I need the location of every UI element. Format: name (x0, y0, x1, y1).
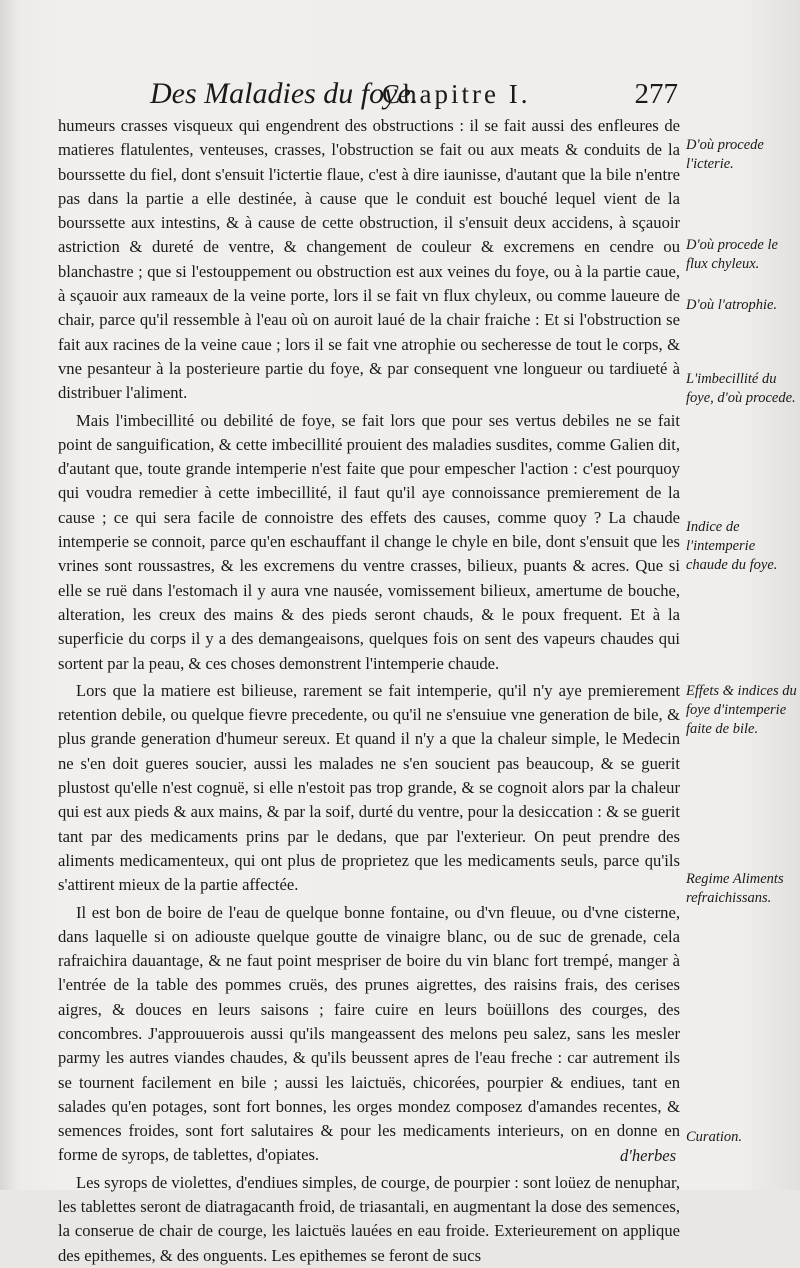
margin-note: Effets & indices du foye d'intemperie faite de bile. (686, 683, 797, 737)
margin-note: L'imbecillité du foye, d'où procede. (686, 371, 796, 406)
margin-note: D'où l'atrophie. (686, 297, 778, 313)
paragraph: Les syrops de violettes, d'endiues simples, de courge, de pourpier : sont loüez de nenuphar, les tablettes seront de diatragacanth froid, de triasantali, en augmentant la dose des semences, la conserue de chair de courge, les laictuës lauées en eau froide. Exterieurement on applique des epithemes, & des onguents. Les epithemes se feront de sucs (58, 1172, 680, 1265)
margin-note: Regime Aliments refraichissans. (686, 871, 784, 906)
margin-note: D'où procede le flux chyleux. (686, 237, 778, 272)
paragraph: Lors que la matiere est bilieuse, rarement se fait intemperie, qu'il n'y aye premierement retention debile, ou quelque fievre precedente, ou qu'il ne s'ensuiue vne generation de bile, & plus grande generation d'humeur sereux. Et quand il n'y a que la chaleur simple, le Medecin ne s'en doit gueres soucier, aussi les malades ne s'en soucient pas beaucoup, & se guerit plustost qu'elle n'est cognuë, si elle n'estoit pas trop grande, & se cognoit alors par la chaleur qui est aux pieds & aux mains, & par la soif, durté du ventre, pour la desiccation : & se guerit tant par des medicaments prins par le dedans, que par l'exterieur. On peut prendre des aliments medicamenteux, qui ont plus de proprietez que les medicaments seuls, parce qu'ils s'attirent mieux de la partie affectée. (58, 680, 680, 895)
paragraph: Mais l'imbecillité ou debilité de foye, se fait lors que pour ses vertus debiles ne se fait point de sanguification, & cette imbecillité prouient des maladies susdites, comme Galien dit, d'autant que, toute grande intemperie n'est faite que pour empescher l'action : c'est pourquoy qui voudra remedier à cette imbecillité, il faut qu'il aye connoissance premierement de la cause ; ce qui sera facile de connoistre des effets des causes, comme quoy ? La chaude intemperie se connoit, parce qu'en eschauffant il change le chyle en bile, dont s'ensuit que les vrines sont roussastres, & les excremens du ventre crasses, bilieux, puants & acres. Que si elle se ruë dans l'estomach il y aura vne nausée, vomissement bilieux, amertume de bouche, alteration, les creux des mains & des pieds seront chauds, & le poux frequent. Et à la superficie du corps il y a des demangeaisons, quelques fois on sent des vapeurs chaudes qui sortent par la peau, & ces choses demonstrent l'intemperie chaude. (58, 410, 680, 673)
margin-note: D'où procede l'icterie. (686, 137, 764, 172)
main-text (58, 114, 680, 1268)
margin-note: Indice de l'intemperie chaude du foye. (686, 519, 778, 573)
catchword: d'herbes (620, 1146, 677, 1165)
margin-note: Curation. (686, 1129, 742, 1145)
running-title: Des Maladies du foye. (150, 77, 419, 110)
paragraph: Il est bon de boire de l'eau de quelque bonne fontaine, ou d'vn fleuue, ou d'vne cisterne, dans laquelle si on adiouste quelque goutte de vinaigre blanc, ou de suc de grenade, cela rafraichira dauantage, & ne faut point mespriser de boire du vin blanc fort trempé, manger à l'entrée de la table des pommes cruës, des prunes aigrettes, des raisins frais, des cerises aigres, & douces en leurs saisons ; faire cuire en leurs boüillons des courges, des concombres. J'approuuerois aussi qu'ils mangeassent des melons peu salez, sans les mesler parmy les autres viandes chaudes, & qu'ils beussent apres de l'eau freche : car autrement ils se tournent facilement en bile ; aussi les laictuës, chicorées, pourpier & endiues, tant en salades qu'en potages, sont fort bonnes, les orges mondez composez d'amandes recentes, & semences froides, sont fort salutaires & pour les medicaments interieurs, on en donne en forme de syrops, de tablettes, d'opiates. (58, 902, 680, 1165)
chapter-label: Chapitre I. (382, 79, 531, 109)
running-header (150, 74, 690, 114)
page-number: 277 (634, 78, 678, 110)
paragraph: humeurs crasses visqueux qui engendrent des obstructions : il se fait aussi des enfleures de matieres flatulentes, venteuses, crasses, l'obstruction se fait ou aux meats & conduits de la bourssette du fiel, dont s'ensuit l'ictertie flaue, c'est à dire iaunisse, d'autant que la bile n'entre pas dans la partie a elle destinée, à cause que le conduit est bouché lequel vient de la bourssette aux intestins, & à cause de cette obstruction, il s'ensuit deux accidens, à sçauoir astriction & dureté de ventre, & changement de couleur & excremens en cendre ou blanchastre ; que si l'estouppement ou obstruction est aux veines du foye, ou à la partie caue, à sçauoir aux rameaux de la veine porte, lors il se fait vn flux chyleux, ou comme laueure de chair, parce qu'il ressemble à l'eau où on auroit laué de la chair fraiche : Et si l'obstruction se fait aux racines de la veine caue ; lors il se fait vne atrophie ou secheresse de tout le corps, & vne pesanteur à la posterieure partie du foye, & par consequent vne longueur ou tardiueté à distribuer l'aliment. (58, 116, 680, 403)
